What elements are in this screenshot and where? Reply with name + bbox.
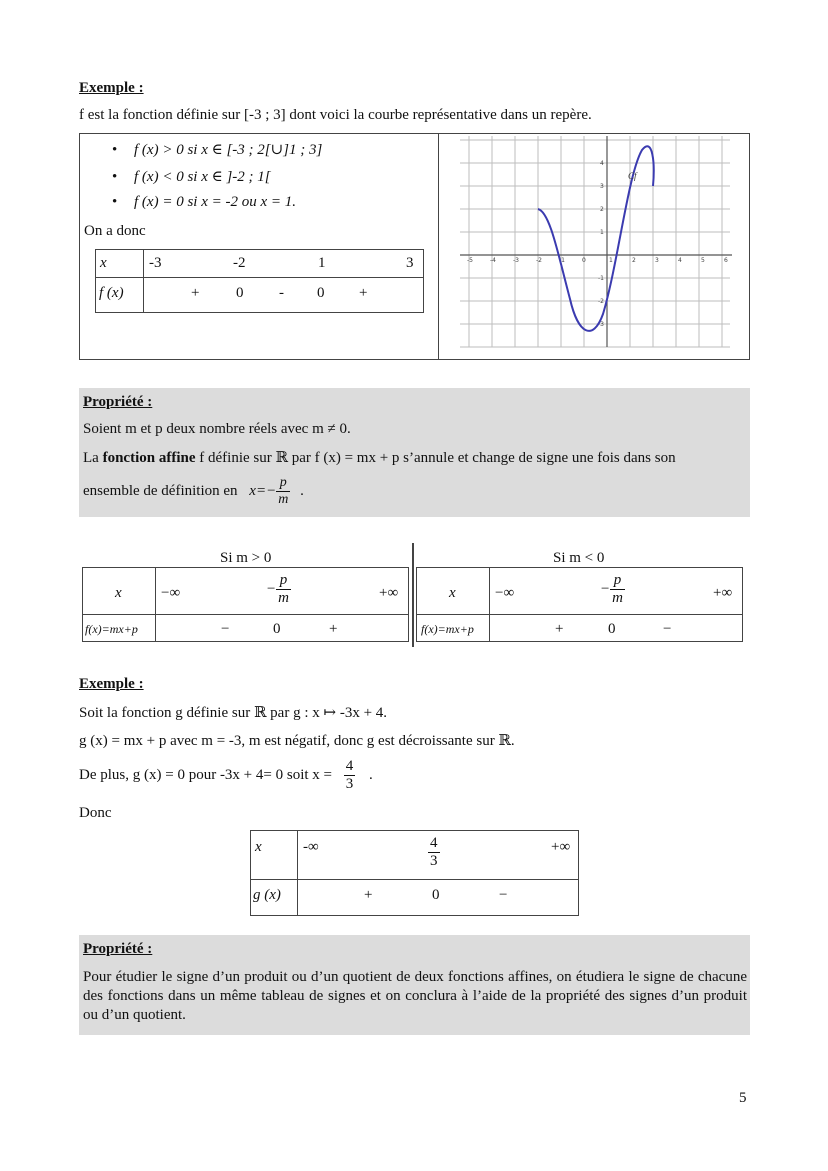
svg-text:5: 5 — [701, 257, 705, 264]
property1-box — [79, 388, 750, 517]
sign-value: + — [329, 621, 338, 637]
example1-title: Exemple : — [79, 80, 144, 96]
plus-infinity: +∞ — [379, 585, 399, 601]
x-value: 3 — [406, 255, 414, 271]
x-value: -2 — [233, 255, 246, 271]
svg-text:3: 3 — [600, 183, 604, 190]
sign-value: − — [221, 621, 230, 637]
x-label: x — [115, 585, 122, 601]
bullet-item: • f (x) > 0 si x ∈ [-3 ; 2[∪]1 ; 3] — [112, 142, 323, 158]
grid-vertical — [469, 136, 722, 347]
property2-box — [79, 935, 750, 1035]
svg-text:-4: -4 — [490, 257, 496, 264]
sign-value: + — [364, 887, 373, 903]
svg-text:1: 1 — [600, 229, 604, 236]
property2-text: Pour étudier le signe d’un produit ou d’un quotient de deux fonctions affines, on étudiera le signe de chacune des fonctions dans un même tableau de signes et on conclura à l’aide de la propriété des signes d’un produit ou d’un quotient. — [83, 969, 747, 1023]
minus-infinity: -∞ — [303, 839, 319, 855]
sign-value: − — [499, 887, 508, 903]
svg-text:2: 2 — [632, 257, 636, 264]
property1-line3: ensemble de définition en x=− $\frac{p}{m}$ . — [83, 475, 304, 508]
x-label: x — [449, 585, 456, 601]
example1-frame — [79, 133, 750, 360]
sign-table-f — [95, 249, 424, 313]
row-label-fx: f (x) — [99, 285, 124, 301]
svg-text:-3: -3 — [513, 257, 519, 264]
plus-infinity: +∞ — [713, 585, 733, 601]
y-tick-labels — [598, 160, 604, 328]
f-label: f(x)=mx+p — [421, 622, 474, 636]
svg-text:3: 3 — [655, 257, 659, 264]
svg-text:-5: -5 — [467, 257, 473, 264]
svg-text:4: 4 — [678, 257, 682, 264]
minus-infinity: −∞ — [161, 585, 181, 601]
row-label-x: x — [100, 255, 107, 271]
svg-text:-2: -2 — [598, 298, 604, 305]
frame-divider — [438, 134, 439, 359]
svg-text:1: 1 — [609, 257, 613, 264]
x-value: -3 — [149, 255, 162, 271]
sign-value: 0 — [236, 285, 244, 301]
minus-infinity: −∞ — [495, 585, 515, 601]
sign-table-g — [250, 830, 579, 916]
svg-text:-2: -2 — [536, 257, 542, 264]
svg-text:-3: -3 — [598, 321, 604, 328]
sign-value: 0 — [608, 621, 616, 637]
right-table-title: Si m < 0 — [553, 550, 605, 566]
plus-infinity: +∞ — [551, 839, 571, 855]
sign-value: - — [279, 285, 284, 301]
sign-table-m-positive — [82, 567, 409, 642]
svg-text:4: 4 — [600, 160, 604, 167]
f-label: f(x)=mx+p — [85, 622, 138, 636]
x-tick-labels — [467, 257, 728, 264]
root-fraction: − $\frac{p}{m}$ — [266, 572, 289, 607]
sign-value: + — [555, 621, 564, 637]
property1-title: Propriété : — [83, 394, 153, 410]
property1-line1: Soient m et p deux nombre réels avec m ≠ 0. — [83, 421, 351, 437]
left-table-title: Si m > 0 — [220, 550, 272, 566]
x-value: 1 — [318, 255, 326, 271]
example2-line2: g (x) = mx + p avec m = -3, m est négatif, donc g est décroissante sur ℝ. — [79, 733, 515, 749]
sign-table-m-negative — [416, 567, 743, 642]
sign-value: + — [359, 285, 368, 301]
svg-text:6: 6 — [724, 257, 728, 264]
curve-label: Cf — [628, 171, 637, 181]
bullet-item: • f (x) = 0 si x = -2 ou x = 1. — [112, 194, 296, 210]
svg-text:-1: -1 — [598, 275, 604, 282]
x-label: x — [255, 839, 262, 855]
example2-title: Exemple : — [79, 676, 144, 692]
property2-title: Propriété : — [83, 941, 153, 957]
svg-text:2: 2 — [600, 206, 604, 213]
svg-text:-1: -1 — [559, 257, 565, 264]
page-number: 5 — [739, 1090, 747, 1106]
sign-value: 0 — [273, 621, 281, 637]
sign-value: + — [191, 285, 200, 301]
example2-donc: Donc — [79, 805, 112, 821]
g-label: g (x) — [253, 887, 281, 903]
sign-value: − — [663, 621, 672, 637]
property1-line2: La fonction affine f définie sur ℝ par f (x) = mx + p s’annule et change de signe une fois dans son — [83, 450, 676, 466]
root-fraction: − $\frac{p}{m}$ — [600, 572, 623, 607]
example2-line3: De plus, g (x) = 0 pour -3x + 4= 0 soit x = $\frac{4}{3}$ . — [79, 758, 373, 793]
function-graph — [458, 134, 734, 349]
bullet-list — [112, 140, 322, 221]
example2-line1: Soit la fonction g définie sur ℝ par g : x ↦ -3x + 4. — [79, 705, 388, 721]
root-fraction: $\frac{4}{3}$ — [430, 835, 438, 870]
grid-horizontal — [460, 140, 730, 347]
sign-value: 0 — [317, 285, 325, 301]
svg-text:0: 0 — [582, 257, 586, 264]
example1-intro: f est la fonction définie sur [-3 ; 3] dont voici la courbe représentative dans un repère. — [79, 107, 592, 123]
on-a-donc: On a donc — [84, 223, 146, 239]
bullet-item: • f (x) < 0 si x ∈ ]-2 ; 1[ — [112, 169, 271, 185]
sign-value: 0 — [432, 887, 440, 903]
tables-divider — [412, 543, 414, 647]
